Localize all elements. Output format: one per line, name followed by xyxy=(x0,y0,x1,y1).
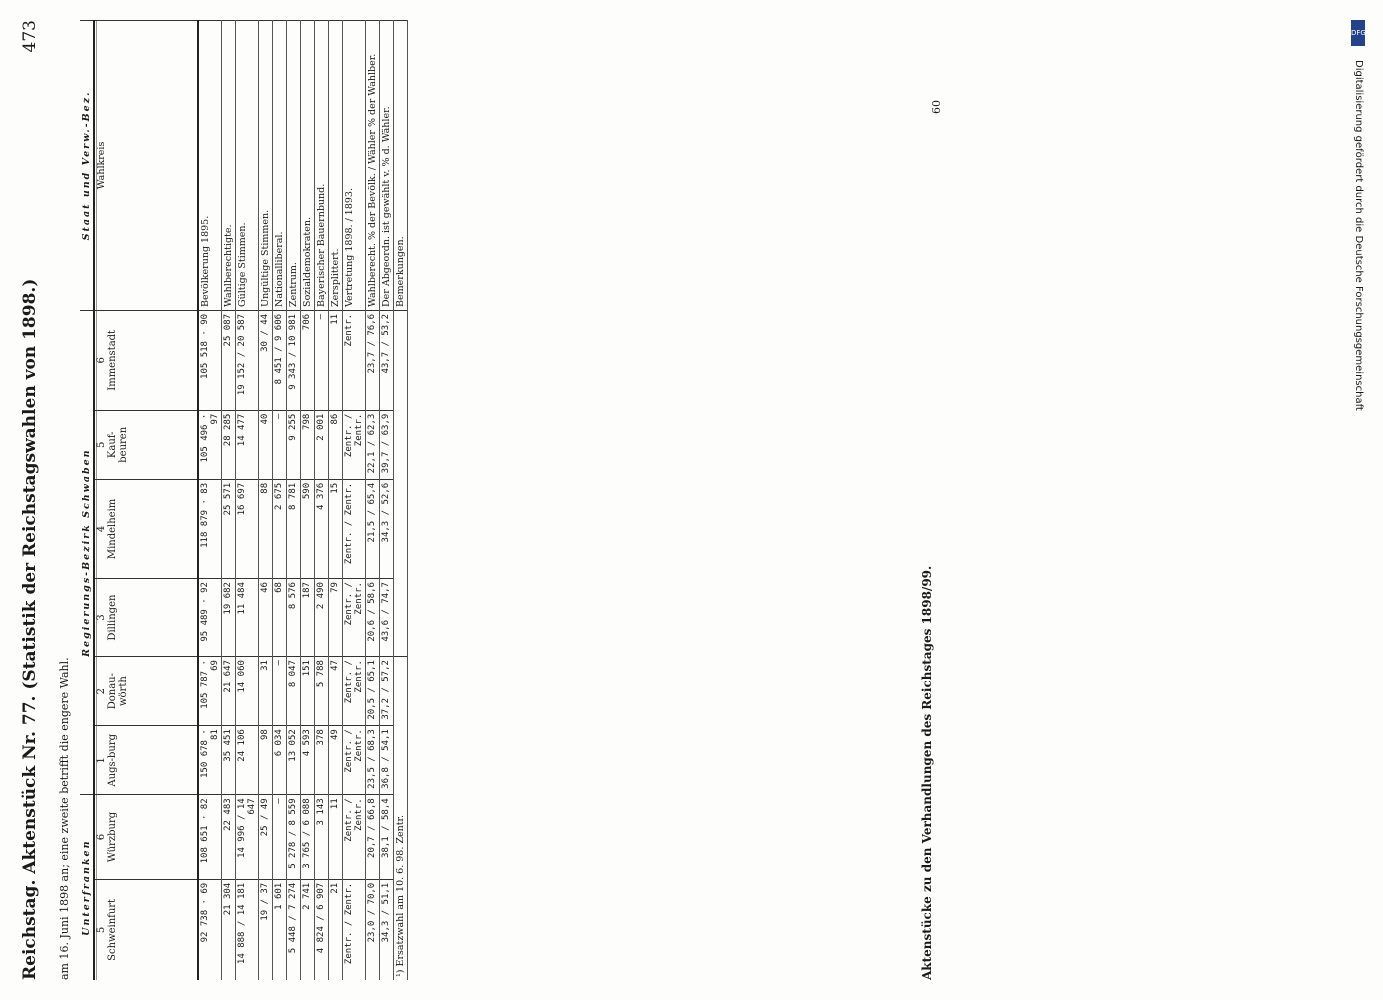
table-body xyxy=(198,21,394,981)
table-cell: — xyxy=(273,795,287,879)
table-cell: 108 651 · 82 xyxy=(198,795,222,879)
table-cell: 6 034 xyxy=(273,726,287,795)
table-cell: Zentr. / Zentr. xyxy=(343,879,366,980)
row-label: Ungültige Stimmen. xyxy=(259,21,273,311)
table-cell: 2 675 xyxy=(273,479,287,578)
table-cell: 3 765 / 6 088 xyxy=(301,795,315,879)
table-row xyxy=(315,21,329,981)
table-cell: 21 xyxy=(329,879,343,980)
row-label: Wahlberechtigte. xyxy=(222,21,236,311)
table-cell: 2 490 xyxy=(315,579,329,657)
column-header: 5 Schweinfurt xyxy=(94,879,198,980)
table-cell: 23,5 / 68,3 xyxy=(366,726,380,795)
table-cell: 30 / 44 xyxy=(259,310,273,410)
table-row xyxy=(222,21,236,981)
table-cell: 11 xyxy=(329,310,343,410)
row-label: Nationalliberal. xyxy=(273,21,287,311)
page-header xyxy=(20,20,50,980)
table-cell: 92 738 · 69 xyxy=(198,879,222,980)
dfg-notice: Digitalisierung gefördert durch die Deutsche Forschungsgemeinschaft xyxy=(1353,60,1364,411)
table-cell: 40 xyxy=(259,410,273,479)
row-label: Bevölkerung 1895. xyxy=(198,21,222,311)
table-cell: Zentr. / Zentr. xyxy=(343,579,366,657)
remark-note: ¹) Ersatzwahl am 10. 6. 98. Zentr. xyxy=(394,657,408,980)
table-row xyxy=(287,21,301,981)
table-row xyxy=(301,21,315,981)
group-unterfranken: Unterfranken xyxy=(80,795,94,980)
table-cell: 34,3 / 51,1 xyxy=(380,879,394,980)
table-cell: 8 576 xyxy=(287,579,301,657)
group-state: Staat und Verw.-Bez. xyxy=(80,21,94,311)
column-header: 6 Immenstadt xyxy=(94,310,198,410)
column-header: 1 Augs-burg xyxy=(94,726,198,795)
table-cell: 14 060 xyxy=(236,657,259,726)
dfg-logo: DFG xyxy=(1351,20,1365,46)
table-cell: 20,7 / 66,8 xyxy=(366,795,380,879)
subnote: am 16. Juni 1898 an; eine zweite betrifft die engere Wahl. xyxy=(58,657,71,980)
table-cell: — xyxy=(315,310,329,410)
dfg-sidebar xyxy=(1350,20,1368,980)
table-cell: 4 376 xyxy=(315,479,329,578)
table-cell: 19 152 / 20 587 xyxy=(236,310,259,410)
table-cell: 11 xyxy=(329,795,343,879)
table-cell: Zentr. xyxy=(343,310,366,410)
table-cell: 19 / 37 xyxy=(259,879,273,980)
table-cell: 105 787 · 69 xyxy=(198,657,222,726)
table-cell: 21,5 / 65,4 xyxy=(366,479,380,578)
table-cell: 8 781 xyxy=(287,479,301,578)
table-cell: 5 788 xyxy=(315,657,329,726)
footer-page-number: 60 xyxy=(930,100,943,114)
table-row xyxy=(343,21,366,981)
table-cell: 151 xyxy=(301,657,315,726)
table-cell: 118 879 · 83 xyxy=(198,479,222,578)
table-cell: 11 484 xyxy=(236,579,259,657)
table-cell: 95 489 · 92 xyxy=(198,579,222,657)
row-label: Wahlberecht. % der Bevölk. / Wähler % der Wahlber. xyxy=(366,21,380,311)
table-cell: — xyxy=(273,410,287,479)
table-cell: 5 278 / 8 559 xyxy=(287,795,301,879)
table-cell: 5 448 / 7 274 xyxy=(287,879,301,980)
table-cell: Zentr. / Zentr. xyxy=(343,726,366,795)
table-cell: Zentr. / Zentr. xyxy=(343,479,366,578)
table-row xyxy=(273,21,287,981)
table-cell: 37,2 / 57,2 xyxy=(380,657,394,726)
table-cell: 14 477 xyxy=(236,410,259,479)
rotated-sheet xyxy=(20,20,1310,980)
table-cell: 3 143 xyxy=(315,795,329,879)
table-cell: Zentr. / Zentr. xyxy=(343,657,366,726)
table-cell: 39,7 / 63,9 xyxy=(380,410,394,479)
table-cell: 105 496 · 97 xyxy=(198,410,222,479)
table-cell: 34,3 / 52,6 xyxy=(380,479,394,578)
wahlkreis-header: Wahlkreis xyxy=(94,21,198,311)
table-cell: 15 xyxy=(329,479,343,578)
table-cell: Zentr. / Zentr. xyxy=(343,795,366,879)
row-label: Zersplittert. xyxy=(329,21,343,311)
table-cell: 79 xyxy=(329,579,343,657)
table-cell: 35 451 xyxy=(222,726,236,795)
table-cell: 2 741 xyxy=(301,879,315,980)
table-cell: 36,8 / 54,1 xyxy=(380,726,394,795)
table-cell: 8 451 / 9 606 xyxy=(273,310,287,410)
column-header: 4 Mindelheim xyxy=(94,479,198,578)
table-cell: 4 593 xyxy=(301,726,315,795)
table-cell: 38,1 / 58,4 xyxy=(380,795,394,879)
table-cell: 21 647 xyxy=(222,657,236,726)
table-cell: 24 106 xyxy=(236,726,259,795)
table-cell: 25 / 49 xyxy=(259,795,273,879)
table-cell: 98 xyxy=(259,726,273,795)
table-cell: 13 052 xyxy=(287,726,301,795)
table-cell: 49 xyxy=(329,726,343,795)
table-cell: 88 xyxy=(259,479,273,578)
table-cell: 86 xyxy=(329,410,343,479)
table-cell: 105 518 · 90 xyxy=(198,310,222,410)
table-row xyxy=(329,21,343,981)
remarks-empty xyxy=(394,310,408,656)
table-cell: 9 343 / 10 981 xyxy=(287,310,301,410)
row-label: Zentrum. xyxy=(287,21,301,311)
group-schwaben: Regierungs-Bezirk Schwaben xyxy=(80,310,94,794)
table-cell: 46 xyxy=(259,579,273,657)
table-cell: 43,6 / 74,7 xyxy=(380,579,394,657)
table-cell: 20,6 / 58,6 xyxy=(366,579,380,657)
table-row xyxy=(366,21,380,981)
table-cell: 25 087 xyxy=(222,310,236,410)
column-header: 3 Dillingen xyxy=(94,579,198,657)
table-row xyxy=(259,21,273,981)
table-cell: 22,1 / 62,3 xyxy=(366,410,380,479)
table-cell: 19 682 xyxy=(222,579,236,657)
election-table xyxy=(80,20,408,980)
table-cell: 798 xyxy=(301,410,315,479)
table-cell: 2 001 xyxy=(315,410,329,479)
table-row xyxy=(236,21,259,981)
table-cell: 187 xyxy=(301,579,315,657)
table-row xyxy=(380,21,394,981)
row-label: Der Abgeordn. ist gewählt v. % d. Wähler. xyxy=(380,21,394,311)
table-cell: 4 824 / 6 907 xyxy=(315,879,329,980)
table-cell: 8 047 xyxy=(287,657,301,726)
row-label: Sozialdemokraten. xyxy=(301,21,315,311)
table-cell: 14 996 / 14 647 xyxy=(236,795,259,879)
column-header: 2 Donau-wörth xyxy=(94,657,198,726)
table-cell: Zentr. / Zentr. xyxy=(343,410,366,479)
table-cell: — xyxy=(273,657,287,726)
column-header: 6 Würzburg xyxy=(94,795,198,879)
row-label: Gültige Stimmen. xyxy=(236,21,259,311)
footer-title: Aktenstücke zu den Verhandlungen des Reichstages 1898/99. xyxy=(920,565,934,980)
table-cell: 47 xyxy=(329,657,343,726)
table-cell: 590 xyxy=(301,479,315,578)
table-cell: 9 255 xyxy=(287,410,301,479)
table-cell: 16 697 xyxy=(236,479,259,578)
table-cell: 28 285 xyxy=(222,410,236,479)
table-cell: 43,7 / 53,2 xyxy=(380,310,394,410)
row-label: Vertretung 1898. / 1893. xyxy=(343,21,366,311)
table-cell: 31 xyxy=(259,657,273,726)
table-cell: 1 601 xyxy=(273,879,287,980)
remarks-label: Bemerkungen. xyxy=(394,21,408,311)
row-label: Bayerischer Bauernbund. xyxy=(315,21,329,311)
table-cell: 20,5 / 65,1 xyxy=(366,657,380,726)
column-header: 5 Kauf-beuren xyxy=(94,410,198,479)
table-cell: 14 888 / 14 181 xyxy=(236,879,259,980)
table-row xyxy=(198,21,222,981)
table-cell: 150 678 · 81 xyxy=(198,726,222,795)
table-cell: 378 xyxy=(315,726,329,795)
table-cell: 21 304 xyxy=(222,879,236,980)
table-cell: 23,7 / 76,6 xyxy=(366,310,380,410)
page-number: 473 xyxy=(20,20,40,53)
table-cell: 68 xyxy=(273,579,287,657)
table-cell: 25 571 xyxy=(222,479,236,578)
table-cell: 706 xyxy=(301,310,315,410)
table-cell: 22 483 xyxy=(222,795,236,879)
page-title: Reichstag. Aktenstück Nr. 77. (Statistik der Reichstagswahlen von 1898.) xyxy=(20,278,40,980)
table-cell: 23,0 / 70,0 xyxy=(366,879,380,980)
